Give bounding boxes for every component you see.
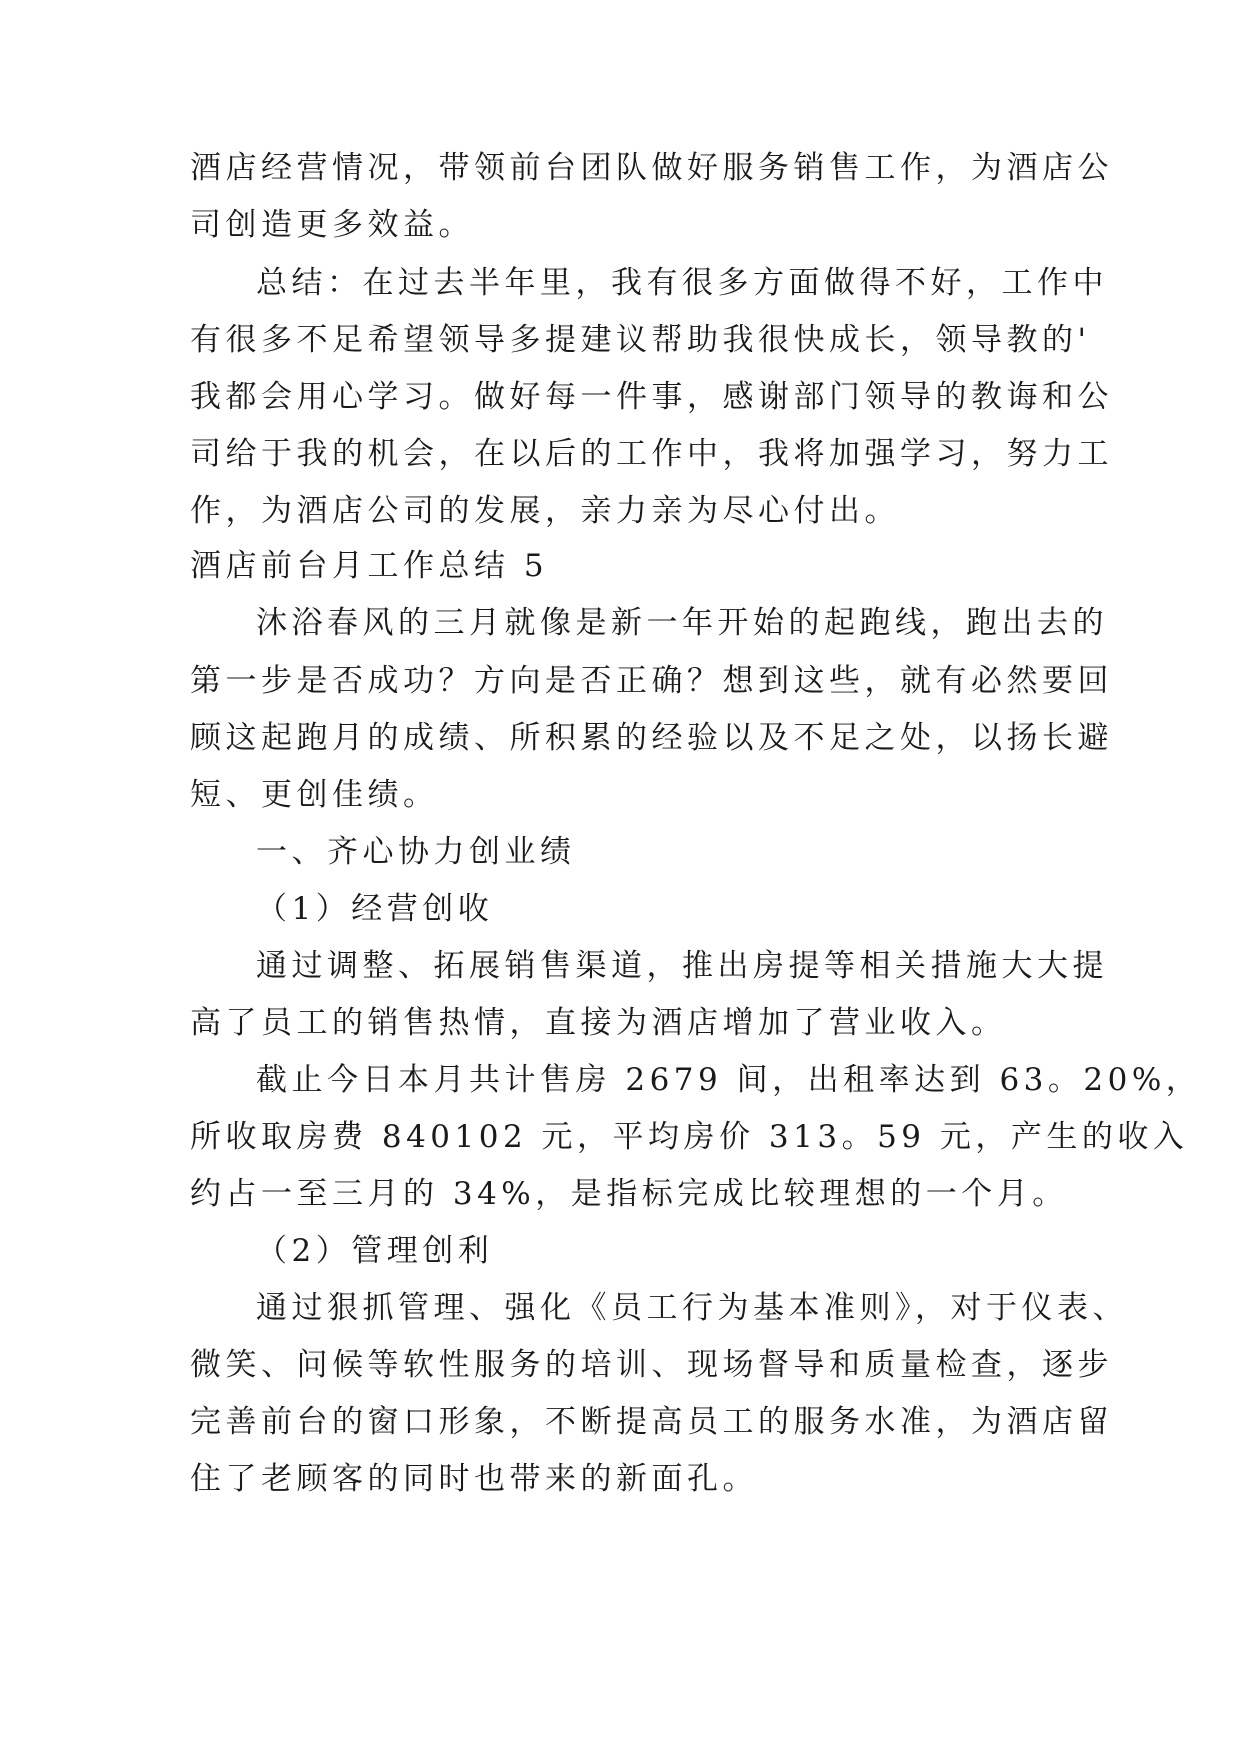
text-line: 短、更创佳绩。 bbox=[190, 777, 439, 813]
text-line: 通过狠抓管理、强化《员工行为基本准则》，对于仪表、 bbox=[256, 1290, 1128, 1326]
text-line: 沐浴春风的三月就像是新一年开始的起跑线，跑出去的 bbox=[256, 605, 1108, 641]
text-line: 住了老顾客的同时也带来的新面孔。 bbox=[190, 1461, 758, 1497]
text-line: 第一步是否成功？方向是否正确？想到这些，就有必然要回 bbox=[190, 663, 1113, 699]
text-line: 总结：在过去半年里，我有很多方面做得不好，工作中 bbox=[256, 265, 1108, 301]
text-line: 有很多不足希望领导多提建议帮助我很快成长，领导教的' bbox=[190, 322, 1091, 358]
text-line: 司创造更多效益。 bbox=[190, 207, 474, 243]
text-line: 顾这起跑月的成绩、所积累的经验以及不足之处，以扬长避 bbox=[190, 720, 1113, 756]
text-line: 酒店经营情况，带领前台团队做好服务销售工作，为酒店公 bbox=[190, 150, 1113, 186]
subsection-heading: （2）管理创利 bbox=[256, 1233, 494, 1269]
text-line: 微笑、问候等软性服务的培训、现场督导和质量检查，逐步 bbox=[190, 1347, 1113, 1383]
subsection-heading: （1）经营创收 bbox=[256, 891, 494, 927]
text-line: 司给于我的机会，在以后的工作中，我将加强学习，努力工 bbox=[190, 436, 1113, 472]
text-line: 高了员工的销售热情，直接为酒店增加了营业收入。 bbox=[190, 1005, 1007, 1041]
section-heading: 酒店前台月工作总结 5 bbox=[190, 548, 549, 584]
text-line: 所收取房费 840102 元，平均房价 313。59 元，产生的收入 bbox=[190, 1119, 1189, 1155]
text-line: 截止今日本月共计售房 2679 间，出租率达到 63。20%， bbox=[256, 1062, 1202, 1098]
subsection-heading: 一、齐心协力创业绩 bbox=[256, 834, 576, 870]
text-line: 我都会用心学习。做好每一件事，感谢部门领导的教诲和公 bbox=[190, 379, 1113, 415]
text-line: 完善前台的窗口形象，不断提高员工的服务水准，为酒店留 bbox=[190, 1404, 1113, 1440]
text-line: 作，为酒店公司的发展，亲力亲为尽心付出。 bbox=[190, 493, 900, 529]
text-line: 约占一至三月的 34%，是指标完成比较理想的一个月。 bbox=[190, 1176, 1068, 1212]
text-line: 通过调整、拓展销售渠道，推出房提等相关措施大大提 bbox=[256, 948, 1108, 984]
